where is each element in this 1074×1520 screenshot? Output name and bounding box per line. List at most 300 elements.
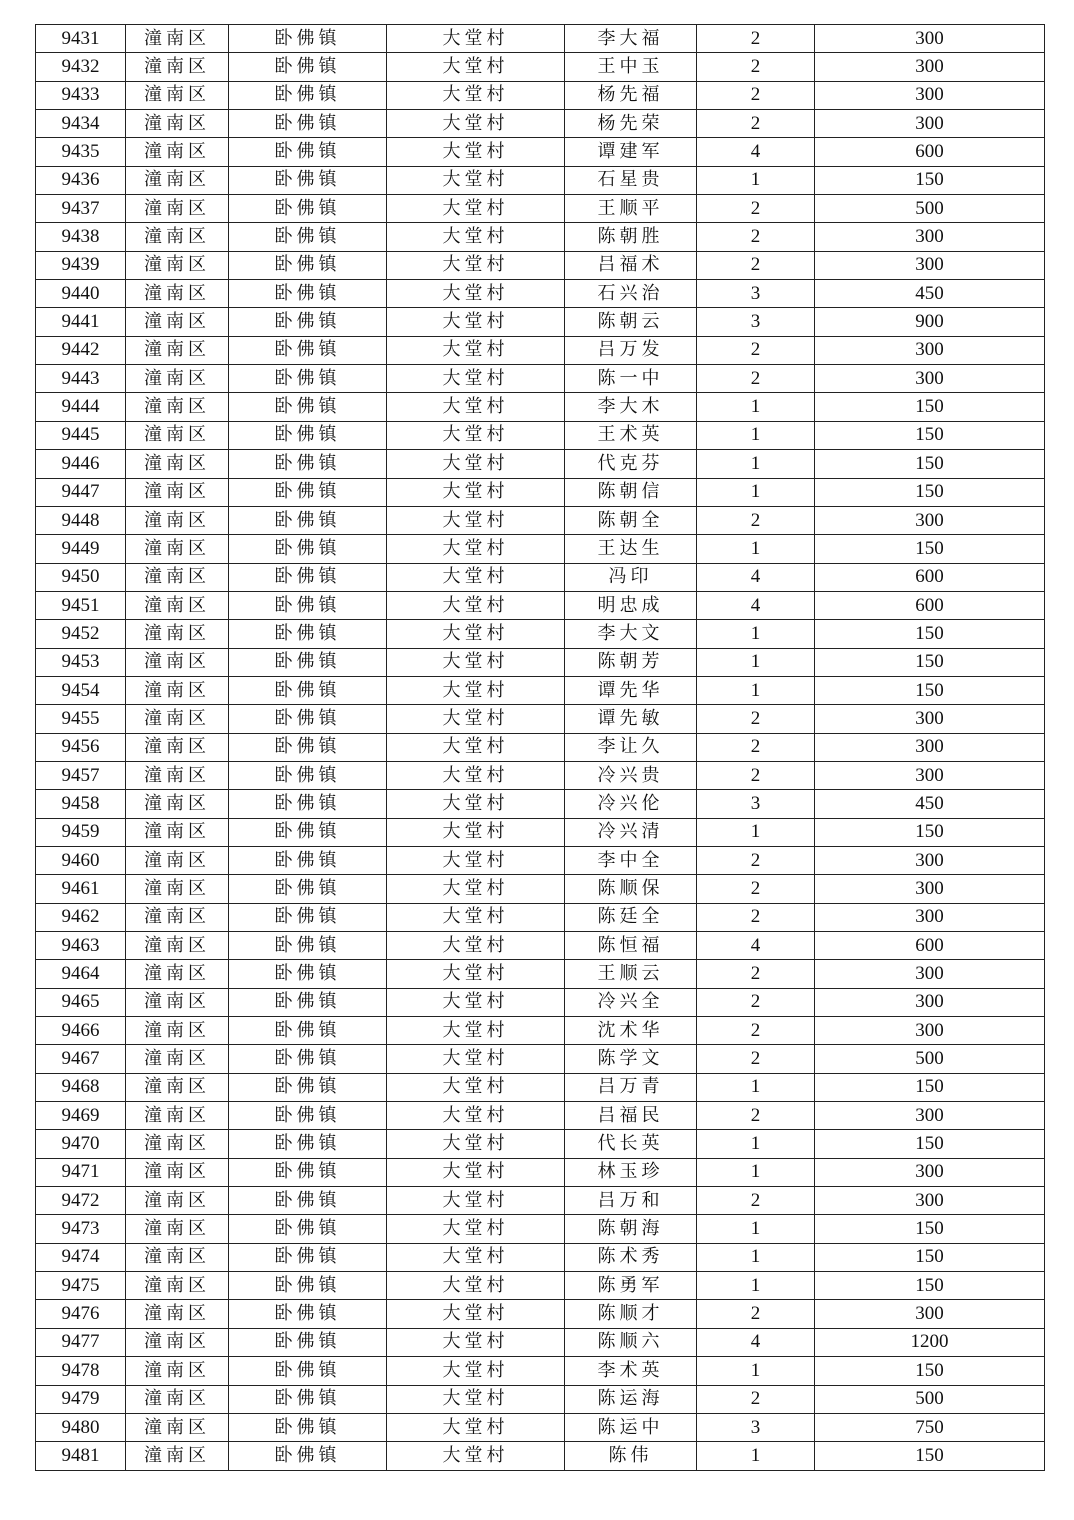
cell-number: 9448	[36, 506, 126, 534]
table-row	[36, 25, 1045, 53]
cell-district: 潼南区	[126, 450, 229, 478]
cell-count: 4	[697, 563, 815, 591]
cell-village: 大堂村	[387, 676, 565, 704]
cell-village: 大堂村	[387, 1215, 565, 1243]
table-row	[36, 676, 1045, 704]
cell-village: 大堂村	[387, 1442, 565, 1470]
cell-district: 潼南区	[126, 846, 229, 874]
cell-town: 卧佛镇	[229, 280, 387, 308]
cell-number: 9479	[36, 1385, 126, 1413]
cell-village: 大堂村	[387, 1272, 565, 1300]
cell-count: 1	[697, 1130, 815, 1158]
cell-number: 9480	[36, 1413, 126, 1441]
cell-name: 王达生	[565, 535, 697, 563]
table-row	[36, 251, 1045, 279]
cell-name: 陈朝信	[565, 478, 697, 506]
cell-district: 潼南区	[126, 1130, 229, 1158]
table-row	[36, 1300, 1045, 1328]
cell-town: 卧佛镇	[229, 563, 387, 591]
cell-count: 2	[697, 988, 815, 1016]
cell-village: 大堂村	[387, 1385, 565, 1413]
cell-district: 潼南区	[126, 620, 229, 648]
cell-name: 吕万青	[565, 1073, 697, 1101]
cell-amount: 150	[815, 535, 1045, 563]
table-row	[36, 195, 1045, 223]
cell-amount: 300	[815, 1158, 1045, 1186]
cell-name: 陈廷全	[565, 903, 697, 931]
cell-village: 大堂村	[387, 1187, 565, 1215]
cell-district: 潼南区	[126, 818, 229, 846]
cell-village: 大堂村	[387, 1357, 565, 1385]
cell-village: 大堂村	[387, 308, 565, 336]
cell-amount: 500	[815, 1385, 1045, 1413]
cell-town: 卧佛镇	[229, 988, 387, 1016]
cell-town: 卧佛镇	[229, 1130, 387, 1158]
cell-village: 大堂村	[387, 960, 565, 988]
cell-town: 卧佛镇	[229, 1073, 387, 1101]
cell-count: 2	[697, 506, 815, 534]
cell-village: 大堂村	[387, 818, 565, 846]
cell-district: 潼南区	[126, 251, 229, 279]
cell-district: 潼南区	[126, 1243, 229, 1271]
cell-name: 石兴治	[565, 280, 697, 308]
cell-name: 陈顺六	[565, 1328, 697, 1356]
cell-district: 潼南区	[126, 591, 229, 619]
cell-amount: 150	[815, 620, 1045, 648]
cell-name: 代克芬	[565, 450, 697, 478]
cell-count: 3	[697, 280, 815, 308]
cell-amount: 500	[815, 195, 1045, 223]
cell-number: 9460	[36, 846, 126, 874]
cell-name: 吕福民	[565, 1102, 697, 1130]
cell-count: 1	[697, 676, 815, 704]
cell-village: 大堂村	[387, 1073, 565, 1101]
cell-amount: 750	[815, 1413, 1045, 1441]
cell-town: 卧佛镇	[229, 1215, 387, 1243]
cell-village: 大堂村	[387, 166, 565, 194]
cell-amount: 300	[815, 336, 1045, 364]
cell-count: 1	[697, 1442, 815, 1470]
cell-count: 2	[697, 903, 815, 931]
cell-town: 卧佛镇	[229, 166, 387, 194]
cell-amount: 300	[815, 81, 1045, 109]
cell-number: 9457	[36, 761, 126, 789]
cell-number: 9469	[36, 1102, 126, 1130]
cell-district: 潼南区	[126, 25, 229, 53]
cell-amount: 300	[815, 1102, 1045, 1130]
cell-number: 9439	[36, 251, 126, 279]
cell-name: 李中全	[565, 846, 697, 874]
cell-number: 9471	[36, 1158, 126, 1186]
cell-district: 潼南区	[126, 506, 229, 534]
cell-name: 代长英	[565, 1130, 697, 1158]
cell-village: 大堂村	[387, 450, 565, 478]
cell-town: 卧佛镇	[229, 960, 387, 988]
cell-district: 潼南区	[126, 676, 229, 704]
cell-name: 冷兴清	[565, 818, 697, 846]
cell-village: 大堂村	[387, 875, 565, 903]
table-row	[36, 1215, 1045, 1243]
cell-village: 大堂村	[387, 1413, 565, 1441]
cell-district: 潼南区	[126, 903, 229, 931]
cell-amount: 300	[815, 1017, 1045, 1045]
cell-amount: 300	[815, 1187, 1045, 1215]
cell-count: 1	[697, 535, 815, 563]
cell-name: 陈朝全	[565, 506, 697, 534]
cell-district: 潼南区	[126, 535, 229, 563]
table-row	[36, 960, 1045, 988]
cell-town: 卧佛镇	[229, 591, 387, 619]
table-row	[36, 138, 1045, 166]
cell-number: 9445	[36, 421, 126, 449]
cell-name: 陈术秀	[565, 1243, 697, 1271]
cell-amount: 150	[815, 1215, 1045, 1243]
cell-count: 2	[697, 1300, 815, 1328]
cell-number: 9467	[36, 1045, 126, 1073]
cell-town: 卧佛镇	[229, 1243, 387, 1271]
cell-count: 4	[697, 1328, 815, 1356]
cell-name: 吕万和	[565, 1187, 697, 1215]
cell-village: 大堂村	[387, 563, 565, 591]
cell-village: 大堂村	[387, 1102, 565, 1130]
cell-district: 潼南区	[126, 960, 229, 988]
table-row	[36, 1187, 1045, 1215]
cell-amount: 150	[815, 478, 1045, 506]
cell-village: 大堂村	[387, 705, 565, 733]
cell-name: 吕福术	[565, 251, 697, 279]
cell-town: 卧佛镇	[229, 1300, 387, 1328]
cell-count: 4	[697, 138, 815, 166]
cell-amount: 300	[815, 988, 1045, 1016]
cell-name: 李让久	[565, 733, 697, 761]
table-row	[36, 733, 1045, 761]
table-row	[36, 648, 1045, 676]
cell-name: 冷兴全	[565, 988, 697, 1016]
cell-district: 潼南区	[126, 1017, 229, 1045]
table-row	[36, 1045, 1045, 1073]
cell-number: 9476	[36, 1300, 126, 1328]
cell-village: 大堂村	[387, 365, 565, 393]
cell-town: 卧佛镇	[229, 705, 387, 733]
cell-amount: 150	[815, 1073, 1045, 1101]
cell-district: 潼南区	[126, 1158, 229, 1186]
cell-village: 大堂村	[387, 421, 565, 449]
cell-number: 9431	[36, 25, 126, 53]
cell-town: 卧佛镇	[229, 81, 387, 109]
cell-amount: 300	[815, 53, 1045, 81]
table-row	[36, 478, 1045, 506]
cell-amount: 300	[815, 25, 1045, 53]
cell-amount: 300	[815, 506, 1045, 534]
cell-village: 大堂村	[387, 591, 565, 619]
cell-number: 9454	[36, 676, 126, 704]
cell-name: 冯印	[565, 563, 697, 591]
cell-count: 2	[697, 223, 815, 251]
cell-district: 潼南区	[126, 308, 229, 336]
cell-district: 潼南区	[126, 1328, 229, 1356]
cell-town: 卧佛镇	[229, 223, 387, 251]
cell-number: 9462	[36, 903, 126, 931]
cell-town: 卧佛镇	[229, 478, 387, 506]
cell-name: 陈顺才	[565, 1300, 697, 1328]
cell-village: 大堂村	[387, 620, 565, 648]
cell-town: 卧佛镇	[229, 790, 387, 818]
cell-district: 潼南区	[126, 223, 229, 251]
cell-count: 2	[697, 53, 815, 81]
cell-count: 1	[697, 1243, 815, 1271]
cell-count: 1	[697, 1158, 815, 1186]
cell-count: 2	[697, 251, 815, 279]
cell-name: 吕万发	[565, 336, 697, 364]
cell-number: 9443	[36, 365, 126, 393]
table-body	[36, 25, 1045, 1471]
cell-count: 2	[697, 81, 815, 109]
cell-town: 卧佛镇	[229, 1102, 387, 1130]
table-row	[36, 846, 1045, 874]
table-row	[36, 591, 1045, 619]
cell-amount: 150	[815, 1130, 1045, 1158]
table-row	[36, 761, 1045, 789]
table-row	[36, 110, 1045, 138]
cell-name: 李大文	[565, 620, 697, 648]
cell-count: 2	[697, 110, 815, 138]
cell-village: 大堂村	[387, 846, 565, 874]
cell-village: 大堂村	[387, 251, 565, 279]
cell-village: 大堂村	[387, 790, 565, 818]
cell-amount: 300	[815, 846, 1045, 874]
cell-amount: 150	[815, 1272, 1045, 1300]
table-row	[36, 1328, 1045, 1356]
table-row	[36, 421, 1045, 449]
cell-name: 陈伟	[565, 1442, 697, 1470]
cell-amount: 300	[815, 761, 1045, 789]
table-row	[36, 705, 1045, 733]
cell-district: 潼南区	[126, 932, 229, 960]
cell-count: 4	[697, 591, 815, 619]
table-row	[36, 988, 1045, 1016]
cell-name: 陈恒福	[565, 932, 697, 960]
cell-number: 9433	[36, 81, 126, 109]
cell-village: 大堂村	[387, 336, 565, 364]
cell-count: 1	[697, 818, 815, 846]
cell-count: 2	[697, 846, 815, 874]
cell-town: 卧佛镇	[229, 1045, 387, 1073]
table-row	[36, 620, 1045, 648]
table-row	[36, 1073, 1045, 1101]
subsidy-table	[35, 24, 1045, 1471]
cell-amount: 500	[815, 1045, 1045, 1073]
table-row	[36, 1130, 1045, 1158]
cell-amount: 150	[815, 818, 1045, 846]
cell-town: 卧佛镇	[229, 506, 387, 534]
cell-village: 大堂村	[387, 1243, 565, 1271]
cell-number: 9481	[36, 1442, 126, 1470]
cell-name: 陈朝云	[565, 308, 697, 336]
cell-count: 2	[697, 875, 815, 903]
cell-amount: 150	[815, 450, 1045, 478]
cell-amount: 300	[815, 110, 1045, 138]
cell-number: 9451	[36, 591, 126, 619]
cell-district: 潼南区	[126, 733, 229, 761]
cell-amount: 150	[815, 1357, 1045, 1385]
cell-district: 潼南区	[126, 1413, 229, 1441]
cell-count: 1	[697, 421, 815, 449]
cell-village: 大堂村	[387, 223, 565, 251]
cell-amount: 1200	[815, 1328, 1045, 1356]
table-row	[36, 223, 1045, 251]
cell-district: 潼南区	[126, 336, 229, 364]
cell-count: 1	[697, 478, 815, 506]
cell-number: 9447	[36, 478, 126, 506]
cell-number: 9440	[36, 280, 126, 308]
cell-village: 大堂村	[387, 535, 565, 563]
table-row	[36, 790, 1045, 818]
table-row	[36, 308, 1045, 336]
cell-number: 9444	[36, 393, 126, 421]
table-row	[36, 1102, 1045, 1130]
cell-village: 大堂村	[387, 195, 565, 223]
cell-amount: 450	[815, 280, 1045, 308]
table-row	[36, 365, 1045, 393]
cell-village: 大堂村	[387, 1328, 565, 1356]
cell-town: 卧佛镇	[229, 1158, 387, 1186]
table-row	[36, 818, 1045, 846]
cell-district: 潼南区	[126, 875, 229, 903]
cell-town: 卧佛镇	[229, 1357, 387, 1385]
cell-town: 卧佛镇	[229, 932, 387, 960]
cell-town: 卧佛镇	[229, 138, 387, 166]
cell-town: 卧佛镇	[229, 53, 387, 81]
cell-town: 卧佛镇	[229, 535, 387, 563]
table-row	[36, 280, 1045, 308]
cell-name: 沈术华	[565, 1017, 697, 1045]
cell-village: 大堂村	[387, 81, 565, 109]
cell-count: 3	[697, 308, 815, 336]
cell-town: 卧佛镇	[229, 25, 387, 53]
cell-number: 9434	[36, 110, 126, 138]
cell-amount: 450	[815, 790, 1045, 818]
table-row	[36, 903, 1045, 931]
cell-amount: 150	[815, 393, 1045, 421]
cell-village: 大堂村	[387, 1130, 565, 1158]
cell-name: 冷兴伦	[565, 790, 697, 818]
cell-name: 陈运中	[565, 1413, 697, 1441]
cell-village: 大堂村	[387, 138, 565, 166]
cell-number: 9473	[36, 1215, 126, 1243]
cell-district: 潼南区	[126, 705, 229, 733]
cell-amount: 150	[815, 166, 1045, 194]
cell-amount: 900	[815, 308, 1045, 336]
cell-amount: 150	[815, 1442, 1045, 1470]
cell-town: 卧佛镇	[229, 1187, 387, 1215]
cell-count: 1	[697, 1073, 815, 1101]
cell-amount: 150	[815, 1243, 1045, 1271]
cell-village: 大堂村	[387, 988, 565, 1016]
cell-town: 卧佛镇	[229, 251, 387, 279]
cell-name: 谭先华	[565, 676, 697, 704]
cell-town: 卧佛镇	[229, 648, 387, 676]
cell-number: 9441	[36, 308, 126, 336]
cell-count: 2	[697, 733, 815, 761]
cell-name: 王顺云	[565, 960, 697, 988]
cell-village: 大堂村	[387, 932, 565, 960]
cell-town: 卧佛镇	[229, 421, 387, 449]
cell-number: 9472	[36, 1187, 126, 1215]
cell-number: 9438	[36, 223, 126, 251]
cell-district: 潼南区	[126, 478, 229, 506]
cell-district: 潼南区	[126, 110, 229, 138]
cell-name: 李大木	[565, 393, 697, 421]
cell-number: 9435	[36, 138, 126, 166]
cell-village: 大堂村	[387, 478, 565, 506]
table-row	[36, 506, 1045, 534]
cell-name: 陈学文	[565, 1045, 697, 1073]
cell-name: 李大福	[565, 25, 697, 53]
cell-name: 明忠成	[565, 591, 697, 619]
cell-amount: 300	[815, 365, 1045, 393]
cell-amount: 300	[815, 223, 1045, 251]
cell-count: 1	[697, 166, 815, 194]
cell-village: 大堂村	[387, 761, 565, 789]
cell-town: 卧佛镇	[229, 1442, 387, 1470]
table-row	[36, 563, 1045, 591]
cell-name: 谭先敏	[565, 705, 697, 733]
cell-district: 潼南区	[126, 1385, 229, 1413]
cell-count: 2	[697, 705, 815, 733]
cell-town: 卧佛镇	[229, 365, 387, 393]
cell-number: 9470	[36, 1130, 126, 1158]
cell-district: 潼南区	[126, 1073, 229, 1101]
cell-name: 陈运海	[565, 1385, 697, 1413]
cell-name: 王中玉	[565, 53, 697, 81]
cell-count: 2	[697, 336, 815, 364]
table-row	[36, 1413, 1045, 1441]
table-row	[36, 1442, 1045, 1470]
cell-number: 9477	[36, 1328, 126, 1356]
table-row	[36, 1272, 1045, 1300]
cell-district: 潼南区	[126, 393, 229, 421]
cell-amount: 150	[815, 421, 1045, 449]
cell-town: 卧佛镇	[229, 1328, 387, 1356]
cell-town: 卧佛镇	[229, 110, 387, 138]
cell-number: 9450	[36, 563, 126, 591]
cell-count: 1	[697, 648, 815, 676]
cell-town: 卧佛镇	[229, 761, 387, 789]
cell-name: 王顺平	[565, 195, 697, 223]
cell-district: 潼南区	[126, 1102, 229, 1130]
cell-district: 潼南区	[126, 53, 229, 81]
cell-district: 潼南区	[126, 1187, 229, 1215]
cell-number: 9463	[36, 932, 126, 960]
cell-count: 1	[697, 393, 815, 421]
cell-count: 3	[697, 1413, 815, 1441]
cell-town: 卧佛镇	[229, 195, 387, 223]
table-row	[36, 875, 1045, 903]
cell-district: 潼南区	[126, 790, 229, 818]
cell-count: 1	[697, 1215, 815, 1243]
cell-district: 潼南区	[126, 195, 229, 223]
cell-district: 潼南区	[126, 1300, 229, 1328]
cell-number: 9478	[36, 1357, 126, 1385]
cell-district: 潼南区	[126, 563, 229, 591]
cell-number: 9475	[36, 1272, 126, 1300]
cell-name: 王术英	[565, 421, 697, 449]
table-row	[36, 166, 1045, 194]
cell-name: 陈朝胜	[565, 223, 697, 251]
cell-amount: 300	[815, 733, 1045, 761]
cell-amount: 300	[815, 251, 1045, 279]
cell-amount: 300	[815, 960, 1045, 988]
